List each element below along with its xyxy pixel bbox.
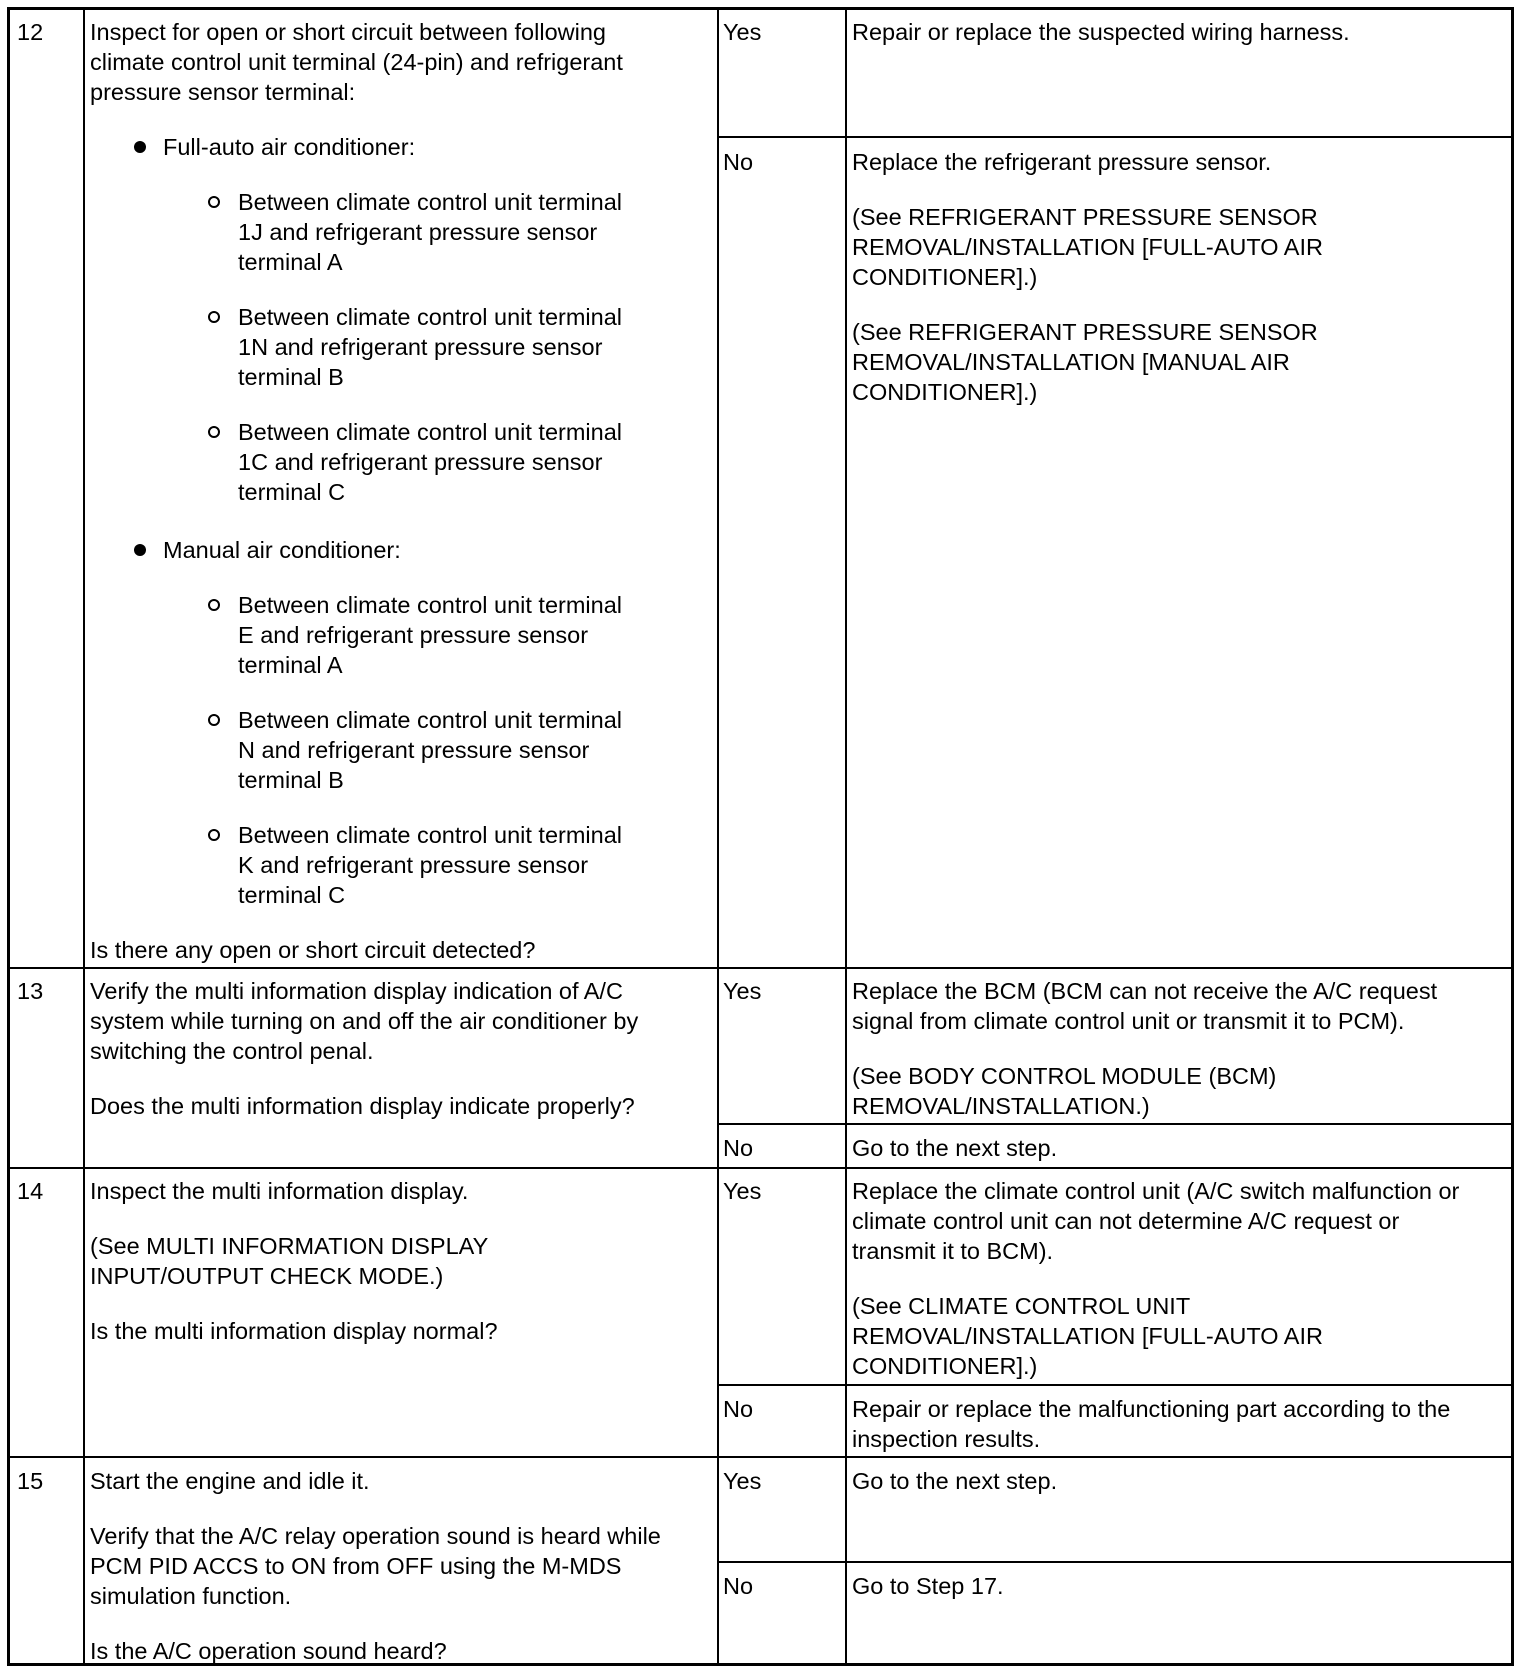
- result-text: transmit it to BCM).: [852, 1238, 1054, 1264]
- row-divider: [10, 967, 1511, 969]
- terminal-item: terminal C: [238, 882, 346, 908]
- terminal-item: 1J and refrigerant pressure sensor: [238, 219, 598, 245]
- answer-no: No: [723, 1573, 754, 1599]
- circle-bullet-icon: [208, 829, 220, 841]
- answer-yes: Yes: [723, 978, 762, 1004]
- terminal-item: K and refrigerant pressure sensor: [238, 852, 589, 878]
- action-question: Does the multi information display indicate properly?: [90, 1093, 635, 1119]
- bullet-icon: [134, 544, 146, 556]
- result-text: inspection results.: [852, 1426, 1041, 1452]
- result-text: CONDITIONER].): [852, 379, 1038, 405]
- result-text: Replace the refrigerant pressure sensor.: [852, 149, 1272, 175]
- result-divider: [717, 1384, 1511, 1386]
- terminal-item: E and refrigerant pressure sensor: [238, 622, 589, 648]
- result-text: REMOVAL/INSTALLATION [MANUAL AIR: [852, 349, 1290, 375]
- result-divider: [717, 136, 1511, 138]
- result-divider: [717, 1561, 1511, 1563]
- terminal-item: Between climate control unit terminal: [238, 189, 623, 215]
- result-text: REMOVAL/INSTALLATION [FULL-AUTO AIR: [852, 234, 1323, 260]
- result-text: Go to the next step.: [852, 1468, 1058, 1494]
- action-question: Is there any open or short circuit detected?: [90, 937, 536, 963]
- terminal-item: Between climate control unit terminal: [238, 592, 623, 618]
- result-text: Replace the BCM (BCM can not receive the A/C request: [852, 978, 1438, 1004]
- row-divider: [10, 1167, 1511, 1169]
- result-text: CONDITIONER].): [852, 264, 1038, 290]
- column-divider: [717, 10, 719, 1663]
- terminal-item: terminal B: [238, 364, 344, 390]
- action-question: Is the multi information display normal?: [90, 1318, 498, 1344]
- result-text: REMOVAL/INSTALLATION.): [852, 1093, 1150, 1119]
- result-divider: [717, 1123, 1511, 1125]
- action-text: switching the control penal.: [90, 1038, 374, 1064]
- action-text: system while turning on and off the air conditioner by: [90, 1008, 639, 1034]
- answer-no: No: [723, 1135, 754, 1161]
- circle-bullet-icon: [208, 426, 220, 438]
- result-text: (See CLIMATE CONTROL UNIT: [852, 1293, 1191, 1319]
- action-text: Inspect the multi information display.: [90, 1178, 469, 1204]
- action-text: Verify that the A/C relay operation sound is heard while: [90, 1523, 661, 1549]
- result-text: Repair or replace the suspected wiring harness.: [852, 19, 1350, 45]
- answer-yes: Yes: [723, 19, 762, 45]
- column-divider: [845, 10, 847, 1663]
- terminal-item: 1N and refrigerant pressure sensor: [238, 334, 603, 360]
- result-text: Go to the next step.: [852, 1135, 1058, 1161]
- action-text: (See MULTI INFORMATION DISPLAY: [90, 1233, 489, 1259]
- result-text: climate control unit can not determine A/C request or: [852, 1208, 1400, 1234]
- step-number: 12: [17, 19, 44, 45]
- answer-no: No: [723, 149, 754, 175]
- action-text: Start the engine and idle it.: [90, 1468, 370, 1494]
- result-text: CONDITIONER].): [852, 1353, 1038, 1379]
- action-text: Inspect for open or short circuit between following: [90, 19, 606, 45]
- result-text: Replace the climate control unit (A/C switch malfunction or: [852, 1178, 1460, 1204]
- result-text: (See REFRIGERANT PRESSURE SENSOR: [852, 319, 1318, 345]
- answer-yes: Yes: [723, 1178, 762, 1204]
- terminal-item: terminal A: [238, 249, 343, 275]
- action-text: pressure sensor terminal:: [90, 79, 356, 105]
- terminal-item: Between climate control unit terminal: [238, 419, 623, 445]
- action-question: Is the A/C operation sound heard?: [90, 1638, 447, 1664]
- terminal-item: Between climate control unit terminal: [238, 822, 623, 848]
- answer-yes: Yes: [723, 1468, 762, 1494]
- result-text: signal from climate control unit or transmit it to PCM).: [852, 1008, 1405, 1034]
- terminal-item: Between climate control unit terminal: [238, 707, 623, 733]
- step-number: 14: [17, 1178, 44, 1204]
- row-divider: [10, 1456, 1511, 1458]
- bullet-icon: [134, 141, 146, 153]
- terminal-item: terminal C: [238, 479, 346, 505]
- result-text: (See BODY CONTROL MODULE (BCM): [852, 1063, 1277, 1089]
- group-label: Full-auto air conditioner:: [163, 134, 416, 160]
- circle-bullet-icon: [208, 714, 220, 726]
- result-text: REMOVAL/INSTALLATION [FULL-AUTO AIR: [852, 1323, 1323, 1349]
- answer-no: No: [723, 1396, 754, 1422]
- action-text: INPUT/OUTPUT CHECK MODE.): [90, 1263, 444, 1289]
- action-text: PCM PID ACCS to ON from OFF using the M-MDS: [90, 1553, 622, 1579]
- result-text: Go to Step 17.: [852, 1573, 1004, 1599]
- group-label: Manual air conditioner:: [163, 537, 401, 563]
- circle-bullet-icon: [208, 196, 220, 208]
- terminal-item: 1C and refrigerant pressure sensor: [238, 449, 603, 475]
- circle-bullet-icon: [208, 599, 220, 611]
- result-text: Repair or replace the malfunctioning part according to the: [852, 1396, 1451, 1422]
- troubleshooting-table: [7, 7, 1514, 1666]
- action-text: climate control unit terminal (24-pin) and refrigerant: [90, 49, 623, 75]
- step-number: 15: [17, 1468, 44, 1494]
- step-number: 13: [17, 978, 44, 1004]
- terminal-item: terminal B: [238, 767, 344, 793]
- terminal-item: N and refrigerant pressure sensor: [238, 737, 590, 763]
- circle-bullet-icon: [208, 311, 220, 323]
- terminal-item: terminal A: [238, 652, 343, 678]
- result-text: (See REFRIGERANT PRESSURE SENSOR: [852, 204, 1318, 230]
- terminal-item: Between climate control unit terminal: [238, 304, 623, 330]
- action-text: Verify the multi information display indication of A/C: [90, 978, 623, 1004]
- action-text: simulation function.: [90, 1583, 292, 1609]
- column-divider: [83, 10, 85, 1663]
